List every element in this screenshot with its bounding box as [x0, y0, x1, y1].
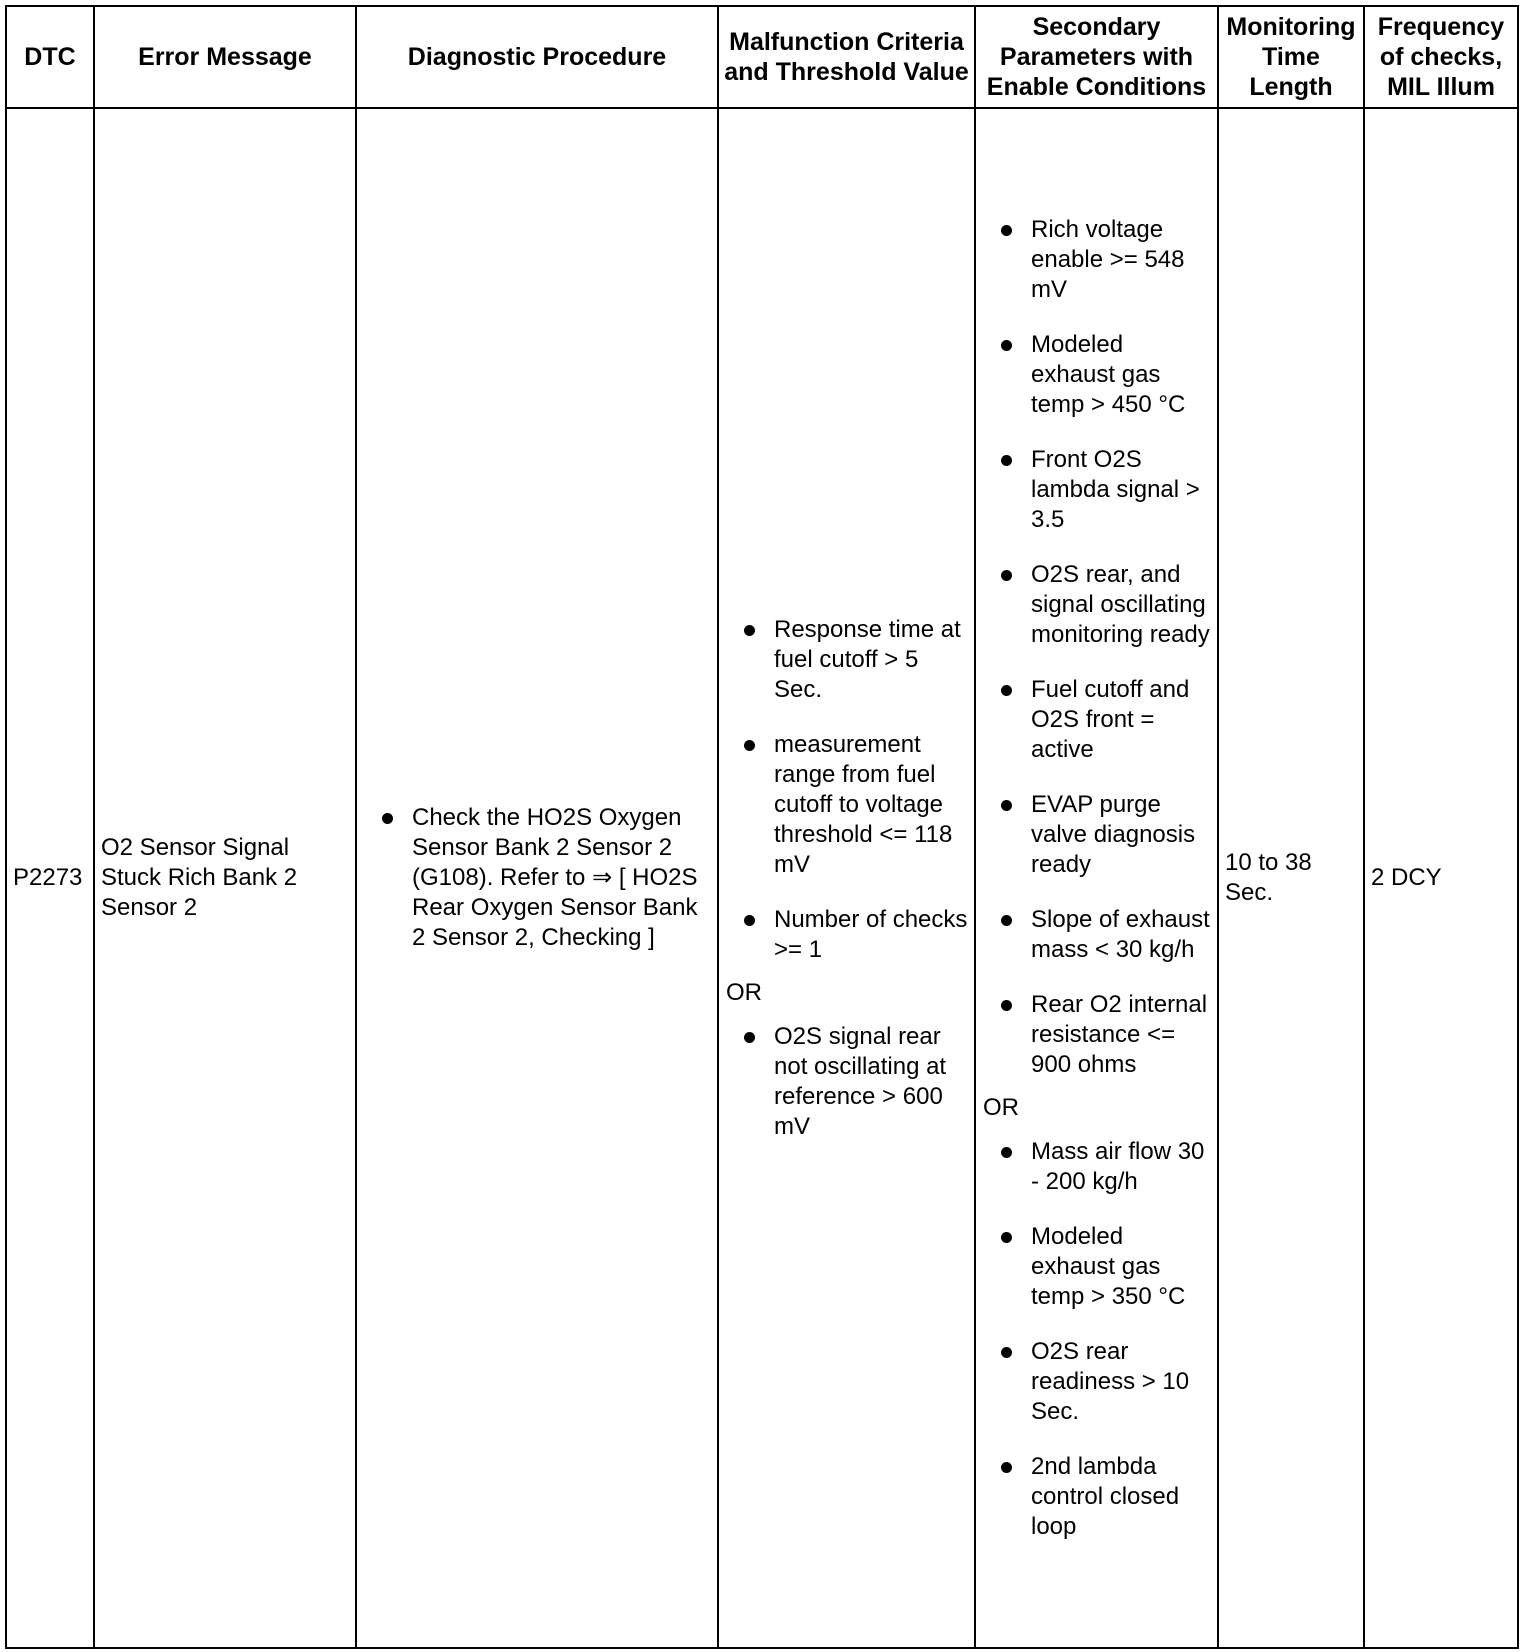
list-item: O2S signal rear not oscillating at reference > 600 mV — [719, 1022, 970, 1142]
malfunction-or-label: OR — [726, 978, 762, 1006]
list-item: Fuel cutoff and O2S front = active — [976, 675, 1213, 765]
list-item: Modeled exhaust gas temp > 350 °C — [976, 1222, 1213, 1312]
header-row — [6, 6, 1518, 108]
list-item: Rich voltage enable >= 548 mV — [976, 215, 1213, 305]
monitoring-time-cell: 10 to 38 Sec. — [1218, 108, 1364, 1648]
header-malfunction-criteria: Malfunction Criteria and Threshold Value — [718, 6, 975, 108]
header-error-message: Error Message — [94, 6, 356, 108]
header-diagnostic-procedure: Diagnostic Procedure — [356, 6, 718, 108]
diagnostic-procedure-cell — [356, 108, 718, 1648]
header-monitoring-time: Monitoring Time Length — [1218, 6, 1364, 108]
list-item: Rear O2 internal resistance <= 900 ohms — [976, 990, 1213, 1080]
list-item: Response time at fuel cutoff > 5 Sec. — [719, 615, 970, 705]
frequency-cell: 2 DCY — [1364, 108, 1518, 1648]
secondary-list-a — [976, 215, 1213, 1080]
secondary-or-label: OR — [983, 1093, 1019, 1121]
list-item: Number of checks >= 1 — [719, 905, 970, 965]
list-item: O2S rear, and signal oscillating monitoring ready — [976, 560, 1213, 650]
list-item: EVAP purge valve diagnosis ready — [976, 790, 1213, 880]
list-item: Modeled exhaust gas temp > 450 °C — [976, 330, 1213, 420]
malfunction-criteria-cell — [718, 108, 975, 1648]
header-secondary-parameters: Secondary Parameters with Enable Conditions — [975, 6, 1218, 108]
header-frequency: Frequency of checks, MIL Illum — [1364, 6, 1518, 108]
header-dtc: DTC — [6, 6, 94, 108]
malfunction-list-b — [719, 1022, 970, 1142]
dtc-table — [5, 5, 1519, 1649]
list-item: O2S rear readiness > 10 Sec. — [976, 1337, 1213, 1427]
error-message-cell: O2 Sensor Signal Stuck Rich Bank 2 Sensor 2 — [94, 108, 356, 1648]
list-item: Front O2S lambda signal > 3.5 — [976, 445, 1213, 535]
table-row — [6, 108, 1518, 1648]
secondary-parameters-cell — [975, 108, 1218, 1648]
dtc-code-cell: P2273 — [6, 108, 94, 1648]
list-item: 2nd lambda control closed loop — [976, 1452, 1213, 1542]
list-item: measurement range from fuel cutoff to voltage threshold <= 118 mV — [719, 730, 970, 880]
list-item: Slope of exhaust mass < 30 kg/h — [976, 905, 1213, 965]
list-item: Mass air flow 30 - 200 kg/h — [976, 1137, 1213, 1197]
secondary-list-b — [976, 1137, 1213, 1542]
malfunction-list-a — [719, 615, 970, 965]
diagnostic-procedure-item: Check the HO2S Oxygen Sensor Bank 2 Sensor 2 (G108). Refer to ⇒ [ HO2S Rear Oxygen Sensor Bank 2 Sensor 2, Checking ] — [357, 803, 699, 953]
